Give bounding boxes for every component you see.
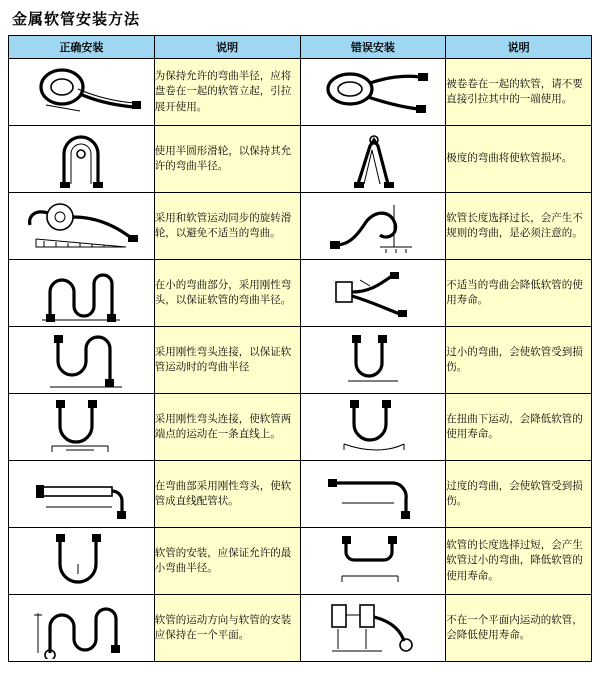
rotating-pulley-sync-icon (9, 193, 155, 260)
same-plane-motion-icon (9, 595, 155, 662)
excess-length-loop-icon (300, 193, 446, 260)
table-row (9, 461, 592, 528)
coiled-hose-roll-icon (9, 59, 155, 126)
wrong-description: 过度的弯曲，会使软管受到损伤。 (446, 461, 592, 528)
rigid-elbow-u-bend-icon (9, 327, 155, 394)
table-row (9, 595, 592, 662)
header-correct-install: 正确安装 (9, 36, 155, 59)
too-small-bend-j-icon (300, 327, 446, 394)
table-row (9, 59, 592, 126)
correct-description: 软管的运动方向与软管的安装应保持在一个平面。 (154, 595, 300, 662)
installation-methods-table (8, 35, 592, 662)
rigid-elbow-straight-line-icon (9, 394, 155, 461)
correct-description: 采用刚性弯头连接，使软管两端点的运动在一条直线上。 (154, 394, 300, 461)
header-row (9, 36, 592, 59)
straight-pipe-with-elbow-icon (9, 461, 155, 528)
table-header (9, 36, 592, 59)
wrong-description: 不适当的弯曲会降低软管的使用寿命。 (446, 260, 592, 327)
table-row (9, 193, 592, 260)
excess-length-flat-u-icon (300, 528, 446, 595)
header-correct-desc: 说明 (154, 36, 300, 59)
wrong-description: 在扭曲下运动，会降低软管的使用寿命。 (446, 394, 592, 461)
wrong-description: 过小的弯曲，会使软管受到损伤。 (446, 327, 592, 394)
correct-description: 采用和软管运动同步的旋转滑轮，以避免不适当的弯曲。 (154, 193, 300, 260)
table-row (9, 528, 592, 595)
wrong-description: 软管的长度选择过短，会产生软管过小的弯曲，降低软管的使用寿命。 (446, 528, 592, 595)
out-of-plane-motion-icon (300, 595, 446, 662)
correct-description: 在小的弯曲部分，采用刚性弯头，以保证软管的弯曲半径。 (154, 260, 300, 327)
page-title: 金属软管安装方法 (12, 10, 141, 28)
semicircular-pulley-icon (9, 126, 155, 193)
table-row (9, 327, 592, 394)
correct-description: 软管的安装，应保证允许的最小弯曲半径。 (154, 528, 300, 595)
table-row (9, 126, 592, 193)
over-bend-l-shape-icon (300, 461, 446, 528)
wrong-description: 不在一个平面内运动的软管，会降低使用寿命。 (446, 595, 592, 662)
correct-description: 采用刚性弯头连接，以保证软管运动时的弯曲半径 (154, 327, 300, 394)
table-body (9, 59, 592, 662)
wrong-description: 被卷卷在一起的软管，请不要直接引拉其中的一端使用。 (446, 59, 592, 126)
twisted-u-motion-icon (300, 394, 446, 461)
table-row (9, 260, 592, 327)
correct-description: 在弯曲部采用刚性弯头，使软管成直线配管状。 (154, 461, 300, 528)
table-row (9, 394, 592, 461)
rigid-elbow-small-bend-icon (9, 260, 155, 327)
minimum-bend-radius-u-icon (9, 528, 155, 595)
header-wrong-desc: 说明 (446, 36, 592, 59)
correct-description: 使用半圆形滑轮，以保持其允许的弯曲半径。 (154, 126, 300, 193)
wrong-description: 软管长度选择过长，会产生不规则的弯曲，是必须注意的。 (446, 193, 592, 260)
sharp-bend-pulley-icon (300, 126, 446, 193)
header-wrong-install: 错误安装 (300, 36, 446, 59)
wrong-description: 极度的弯曲将使软管损坏。 (446, 126, 592, 193)
improper-bend-short-icon (300, 260, 446, 327)
coiled-hose-pulled-icon (300, 59, 446, 126)
correct-description: 为保持允许的弯曲半径，应将盘卷在一起的软管立起，引拉展开使用。 (154, 59, 300, 126)
